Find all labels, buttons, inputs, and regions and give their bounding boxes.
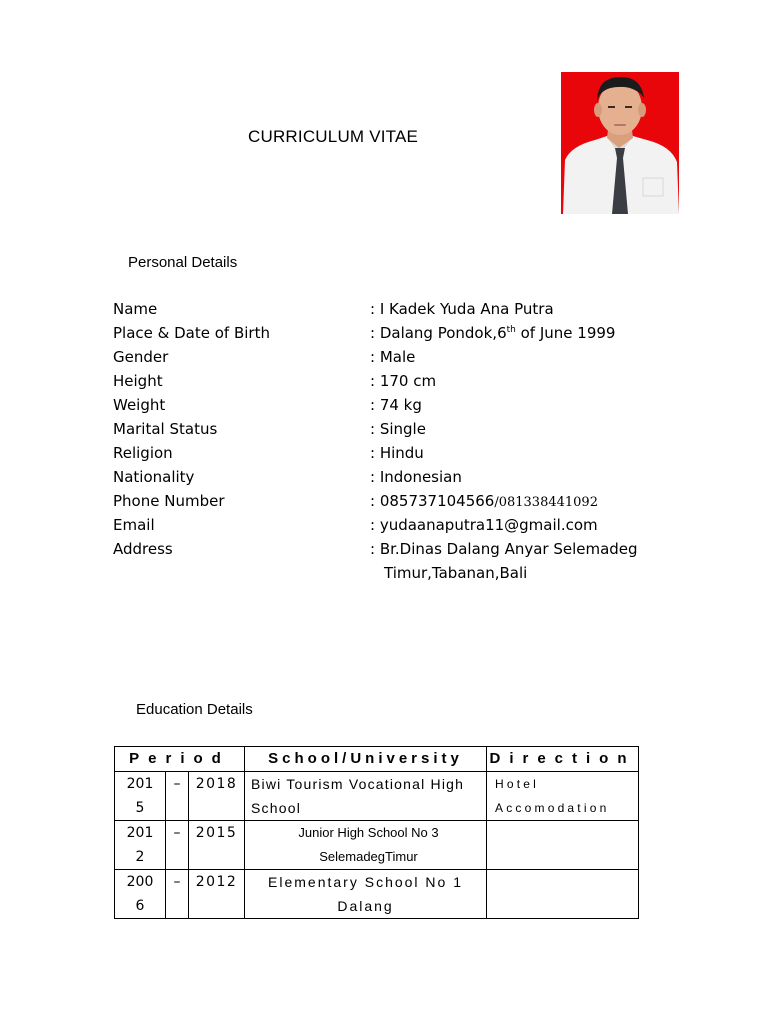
- value-marital-status: : Single: [370, 420, 426, 438]
- table-row: [115, 870, 639, 919]
- birth-suffix: of June 1999: [515, 324, 616, 342]
- phone-secondary: /081338441092: [494, 495, 598, 510]
- education-header-row: [115, 747, 639, 772]
- label-weight: Weight: [113, 396, 166, 414]
- birth-ordinal: th: [506, 325, 516, 335]
- direction: [487, 870, 639, 919]
- school-name: Biwi Tourism Vocational High School: [245, 772, 487, 821]
- phone-primary: : 085737104566: [370, 492, 495, 510]
- value-address-line2: Timur,Tabanan,Bali: [384, 564, 528, 582]
- profile-photo: [561, 72, 679, 214]
- label-height: Height: [113, 372, 163, 390]
- end-year: 2012: [189, 870, 245, 919]
- header-period: Period: [115, 747, 245, 772]
- end-year: 2015: [189, 821, 245, 870]
- header-direction: Direction: [487, 747, 639, 772]
- label-gender: Gender: [113, 348, 169, 366]
- label-marital-status: Marital Status: [113, 420, 218, 438]
- value-email: : yudaanaputra11@gmail.com: [370, 516, 598, 534]
- table-row: [115, 821, 639, 870]
- label-address: Address: [113, 540, 173, 558]
- value-nationality: : Indonesian: [370, 468, 462, 486]
- start-year: [115, 821, 166, 870]
- value-weight: : 74 kg: [370, 396, 422, 414]
- document-title: CURRICULUM VITAE: [248, 127, 419, 146]
- label-phone: Phone Number: [113, 492, 225, 510]
- value-birth: [370, 324, 615, 342]
- end-year: 2018: [189, 772, 245, 821]
- birth-prefix: : Dalang Pondok,6: [370, 324, 507, 342]
- label-nationality: Nationality: [113, 468, 195, 486]
- period-dash: –: [166, 870, 189, 919]
- profile-photo-illustration: [561, 72, 679, 214]
- period-dash: –: [166, 821, 189, 870]
- value-height: : 170 cm: [370, 372, 437, 390]
- label-birth: Place & Date of Birth: [113, 324, 270, 342]
- education-details-heading: Education Details: [136, 701, 253, 718]
- value-address-line1: : Br.Dinas Dalang Anyar Selemadeg: [370, 540, 638, 558]
- start-year: [115, 772, 166, 821]
- label-email: Email: [113, 516, 155, 534]
- value-phone: [370, 492, 598, 510]
- value-name: : I Kadek Yuda Ana Putra: [370, 300, 554, 318]
- start-year-part2: 2: [135, 849, 145, 865]
- start-year-part2: 6: [135, 898, 145, 914]
- education-table: [114, 746, 639, 919]
- personal-details-heading: Personal Details: [128, 254, 238, 271]
- direction: [487, 821, 639, 870]
- table-row: [115, 772, 639, 821]
- value-religion: : Hindu: [370, 444, 424, 462]
- period-dash: –: [166, 772, 189, 821]
- value-gender: : Male: [370, 348, 416, 366]
- start-year-part1: 201: [126, 825, 154, 841]
- label-name: Name: [113, 300, 158, 318]
- start-year-part1: 200: [126, 874, 154, 890]
- start-year-part1: 201: [126, 776, 154, 792]
- start-year-part2: 5: [135, 800, 145, 816]
- label-religion: Religion: [113, 444, 173, 462]
- school-name: Elementary School No 1 Dalang: [245, 870, 487, 919]
- start-year: [115, 870, 166, 919]
- header-school: School/University: [245, 747, 487, 772]
- school-name: Junior High School No 3 SelemadegTimur: [245, 821, 487, 870]
- direction: Hotel Accomodation: [487, 772, 639, 821]
